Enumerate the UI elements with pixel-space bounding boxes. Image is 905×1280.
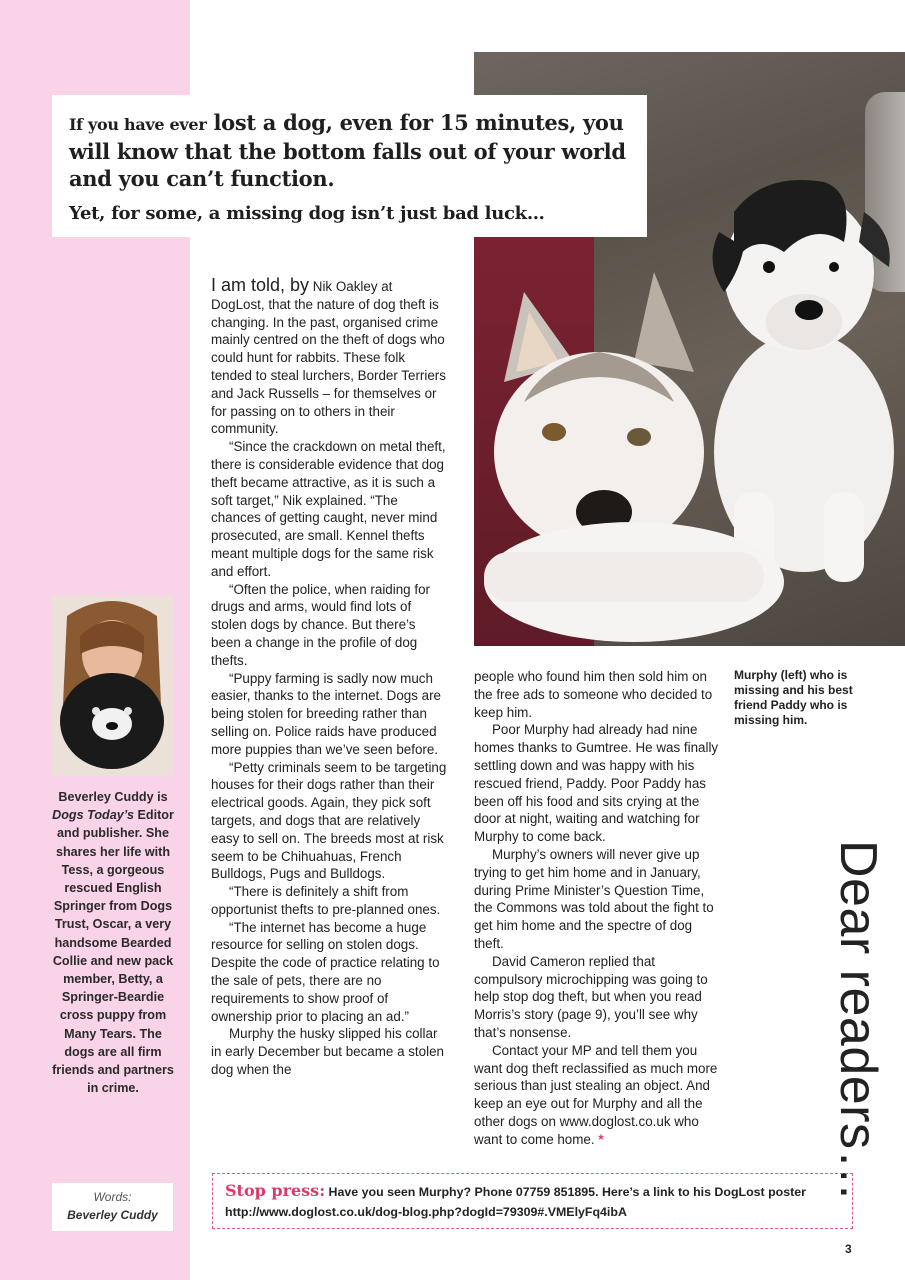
article-text: Nik Oakley at DogLost, that the nature of dog theft is changing. In the past, organised crime mainly centred on the theft of dogs who could hunt for rabbits. These folk tended to steal lurchers, Border Terriers and Jack Russells – for themselves or for passing on to others in their community. [211,279,446,437]
article-paragraph: “Petty criminals seem to be targeting houses for their dogs rather than their electrical goods. Again, they pick soft targets, and dogs that are relatively easy to sell on. The breeds most at risk seem to be Chihuahuas, French Bulldogs, Pugs and Bulldogs. [211,759,447,882]
bio-text: Editor and publisher. She shares her life with Tess, a gorgeous rescued English Springer from Dogs Trust, Oscar, a very handsome Bearded Collie and new pack member, Betty, a Springer-Beardie cross puppy from Many Tears. The dogs are all firm friends and partners in crime. [52,808,174,1096]
husky-murphy-illustration [484,252,784,642]
article-text: Contact your MP and tell them you want dog theft reclassified as much more serious than just stealing an object. And keep an eye out for Murphy and all the other dogs on www.doglost.co.uk who want to come home. [474,1042,718,1147]
bio-text: Beverley Cuddy is [58,790,168,804]
stop-press-text: Have you seen Murphy? Phone 07759 851895. Here’s a link to his DogLost poster [328,1185,806,1199]
article-paragraph: Poor Murphy had already had nine homes thanks to Gumtree. He was finally settling down and was happy with his rescued friend, Paddy. Poor Paddy has been off his food and sits crying at the door at night, waiting and watching for Murphy to come back. [474,722,719,845]
headline-line1 [69,109,629,192]
article-paragraph: “There is definitely a shift from opportunist thefts to pre-planned ones. [211,884,441,917]
author-portrait [52,596,173,776]
article-paragraph: “Often the police, when raiding for drugs and arms, would find lots of stolen dogs by chance. But there’s been a change in the profile of dog thefts. [211,581,430,668]
author-with-dog-illustration [52,596,173,776]
photo-caption: Murphy (left) who is missing and his best friend Paddy who is missing him. [734,668,853,727]
stop-press-link[interactable]: http://www.doglost.co.uk/dog-blog.php?dogId=79309#.VMElyFq4ibA [225,1205,627,1219]
article-intro-big: I am told, by [211,275,310,295]
article-paragraph [474,1042,720,1149]
article-column-1 [211,277,447,1079]
article-paragraph: Murphy’s owners will never give up trying to get him home and in January, during Prime Minister’s Question Time, the Commons was told about the fight to get him home and the spectre of dog theft. [474,846,714,951]
stop-press-box [212,1173,853,1229]
article-column-2 [474,668,720,1149]
end-mark: * [598,1131,604,1147]
credit-label: Words: [93,1190,132,1204]
headline-main: lost a dog, even for 15 minutes, you will know that the bottom falls out of your world and you can’t function. [69,110,626,191]
headline-lead-in: If you have ever [69,115,207,134]
bio-magazine: Dogs Today’s [52,808,134,823]
article-paragraph: “The internet has become a huge resource for selling on stolen dogs. Despite the code of practice relating to the sale of pets, there are no requirements to show proof of ownership prior to placing an ad.” [211,919,440,1024]
article-paragraph: Murphy the husky slipped his collar in early December but became a stolen dog when the [211,1026,444,1078]
article-paragraph: David Cameron replied that compulsory microchipping was going to help stop dog theft, but when you read Morris’s story (page 9), you’ll see why that’s nonsense. [474,953,708,1040]
credit-name: Beverley Cuddy [67,1208,158,1222]
dear-readers-heading: Dear readers… [829,840,887,1202]
article-paragraph [211,277,447,438]
headline-line2: Yet, for some, a missing dog isn’t just bad luck… [69,203,545,224]
article-paragraph: “Since the crackdown on metal theft, there is considerable evidence that dog theft became attractive, as it is such a soft target,” Nik explained. “The chances of getting caught, never mind prosecuted, are small. Kennel thefts meant multiple dogs for the same risk and effort. [211,439,446,579]
article-paragraph: people who found him then sold him on the free ads to someone who decided to keep him. [474,669,713,720]
dear-readers-heading-wrap [778,840,888,1202]
stop-press-label: Stop press: [225,1181,326,1200]
article-paragraph: “Puppy farming is sadly now much easier, thanks to the internet. Dogs are being stolen for breeding rather than selling on. Police raids have produced more puppies than we’ve seen before. [211,670,442,757]
author-credit [52,1183,173,1231]
headline-box [52,95,647,237]
author-bio [48,788,178,1097]
page-number: 3 [845,1242,852,1256]
